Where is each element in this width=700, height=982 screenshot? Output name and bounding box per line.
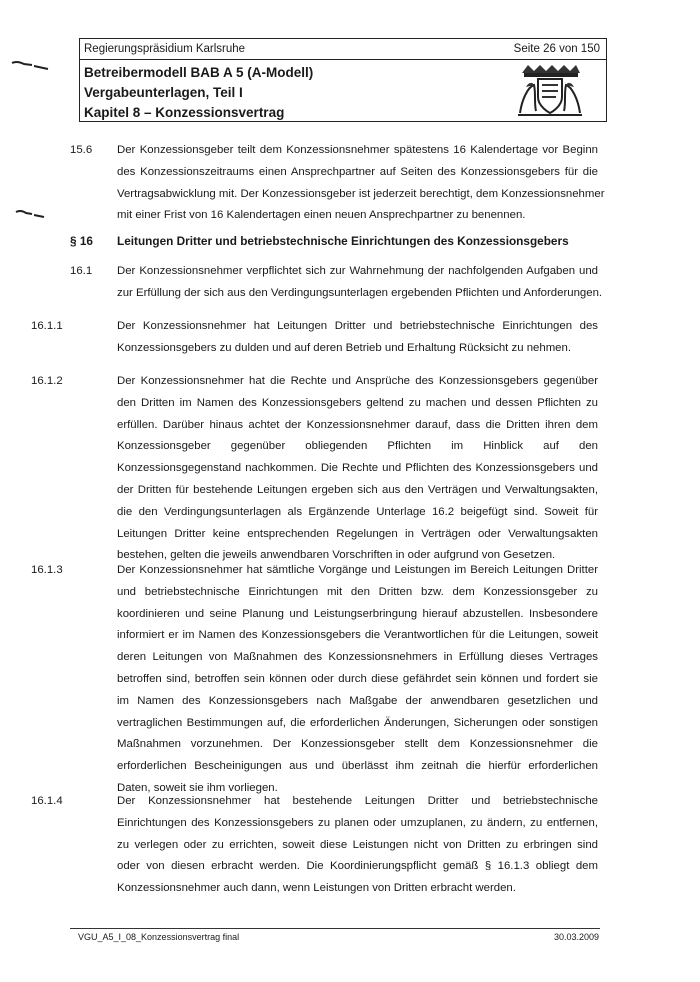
text-line: oder von diesen erbracht werden. Die Koordinierungspflicht gemäß § 16.1.3 obliegt dem [117, 860, 598, 873]
paragraph-16-1-2 [117, 371, 598, 567]
section-heading-number: § 16 [70, 234, 93, 248]
text-line: Der Konzessionsnehmer hat sämtliche Vorgänge und Leistungen im Bereich Leitungen Dritter [117, 564, 598, 576]
text-line: erfüllen. Darüber hinaus achtet der Konzessionsnehmer darauf, dass die Dritten ihren dem [117, 418, 598, 431]
text-line: im Namen des Konzessionsgebers nach Maßgabe der anwendbaren gesetzlichen und [117, 694, 598, 707]
text-line: mit einer Frist von 16 Kalendertagen einen neuen Ansprechpartner zu benennen. [117, 209, 526, 222]
text-line: bestehen, gelten die jeweils anwendbaren Vorschriften in oder aufgrund von Gesetzen. [117, 549, 556, 562]
section-heading-title: Leitungen Dritter und betriebstechnische Einrichtungen des Konzessionsgebers [117, 234, 569, 248]
header-title-3: Kapitel 8 – Konzessionsvertrag [84, 105, 285, 120]
text-line: Vertragsabwicklung mit. Der Konzessionsgeber ist jederzeit berechtigt, dem Konzessionsnehmer [117, 187, 605, 200]
text-line: den Dritten im Namen des Konzessionsgebers geltend zu machen und dessen Pflichten zu [117, 396, 598, 409]
paragraph-16-1-3 [117, 560, 598, 800]
footer-date: 30.03.2009 [553, 932, 599, 942]
text-line: Der Konzessionsgeber teilt dem Konzessionsnehmer spätestens 16 Kalendertage vor Beginn [117, 144, 598, 156]
text-line: zu verlegen oder zu errichten, soweit diese Leistungen nicht von Dritten zu erbringen sind [117, 838, 598, 851]
text-line: Leitungen Dritter keine entsprechenden Regelungen in Verträgen oder Verwaltungsakten [117, 527, 598, 540]
section-number: 16.1.2 [31, 375, 63, 387]
text-line: des Konzessionszeitraums einen Ansprechpartner auf Seiten des Konzessionsgebers für die [117, 165, 598, 178]
margin-mark-icon [10, 57, 50, 71]
text-line: Der Konzessionsnehmer verpflichtet sich zur Wahrnehmung der nachfolgenden Aufgaben und [117, 265, 598, 277]
coat-of-arms-icon [514, 63, 586, 119]
text-line: betroffen sind, betroffen sein können oder durch diese gefährdet sein können und fordert sie [117, 672, 598, 685]
text-line: erforderlichen Bescheinigungen aus und überlässt ihm zeitnah die hierfür erforderlichen [117, 760, 598, 773]
section-number: 16.1 [70, 265, 93, 277]
paragraph-16-1-4 [117, 791, 598, 900]
header-title-2: Vergabeunterlagen, Teil I [84, 85, 243, 100]
text-line: der Dritten für bestehende Leitungen ergeben sich aus den Verträgen und Verwaltungsakten, [117, 483, 598, 496]
text-line: Der Konzessionsnehmer hat bestehende Leitungen Dritter und betriebstechnische [117, 795, 598, 807]
text-line: und betriebstechnische Einrichtungen mit den Dritten bzw. dem Konzessionsgeber zu [117, 585, 598, 598]
text-line: Konzessionsnehmer auch dann, wenn Leistungen von Dritten erbracht werden. [117, 882, 516, 895]
header-org: Regierungspräsidium Karlsruhe [84, 43, 246, 55]
text-line: deren Leitungen von Maßnahmen des Konzessionsnehmers in Erfüllung dieses Vertrages [117, 651, 598, 664]
text-line: vertraglichen Bestimmungen auf, die erforderlichen Änderungen, Sicherungen oder sonstigen [117, 716, 598, 729]
paragraph-16-1 [117, 261, 603, 305]
paragraph-16-1-1 [117, 316, 598, 360]
header-title-1: Betreibermodell BAB A 5 (A-Modell) [84, 65, 314, 80]
text-line: Maßnahmen vorzunehmen. Der Konzessionsgeber stellt dem Konzessionsnehmer die [117, 738, 598, 751]
text-line: Der Konzessionsnehmer hat die Rechte und Ansprüche des Konzessionsgebers gegenüber [117, 375, 598, 387]
header-top-row [80, 39, 606, 60]
text-line: zur Erfüllung der sich aus den Verdingungsunterlagen ergebenden Pflichten und Anforderungen. [117, 286, 603, 299]
text-line: Konzessionsgebers zu dulden und auf deren Betrieb und Erhaltung Rücksicht zu nehmen. [117, 341, 572, 354]
text-line: die den Verdingungsunterlagen als Ergänzende Unterlage 16.2 beigefügt sind. Soweit für [117, 505, 598, 518]
section-number: 15.6 [70, 144, 93, 156]
section-number: 16.1.1 [31, 320, 63, 332]
page-header [79, 38, 607, 122]
text-line: informiert er im Namen des Konzessionsgebers die Verantwortlichen für die Leitungen, soweit [117, 629, 598, 642]
paragraph-15-6 [117, 140, 605, 227]
header-page-number: Seite 26 von 150 [513, 43, 600, 55]
margin-mark-icon [14, 207, 46, 219]
text-line: Konzessionsgegenstand nachkommen. Die Rechte und Pflichten des Konzessionsgebers und [117, 462, 598, 475]
text-line: koordinieren und seine Planung und Leistungserbringung hierauf abzustellen. Insbesondere [117, 607, 598, 620]
text-line: Der Konzessionsnehmer hat Leitungen Dritter und betriebstechnische Einrichtungen des [117, 320, 598, 332]
section-number: 16.1.3 [31, 564, 63, 576]
footer-filename: VGU_A5_I_08_Konzessionsvertrag final [78, 932, 240, 942]
text-line: Konzessionsgeber gegenüber obliegenden Pflichten im Hinblick auf den [117, 440, 598, 453]
section-number: 16.1.4 [31, 795, 63, 807]
footer-divider [70, 928, 600, 929]
text-line: Einrichtungen des Konzessionsgebers zu planen oder umzuplanen, zu ändern, zu entfernen, [117, 816, 598, 829]
text-line: Daten, soweit sie ihm vorliegen. [117, 781, 278, 794]
